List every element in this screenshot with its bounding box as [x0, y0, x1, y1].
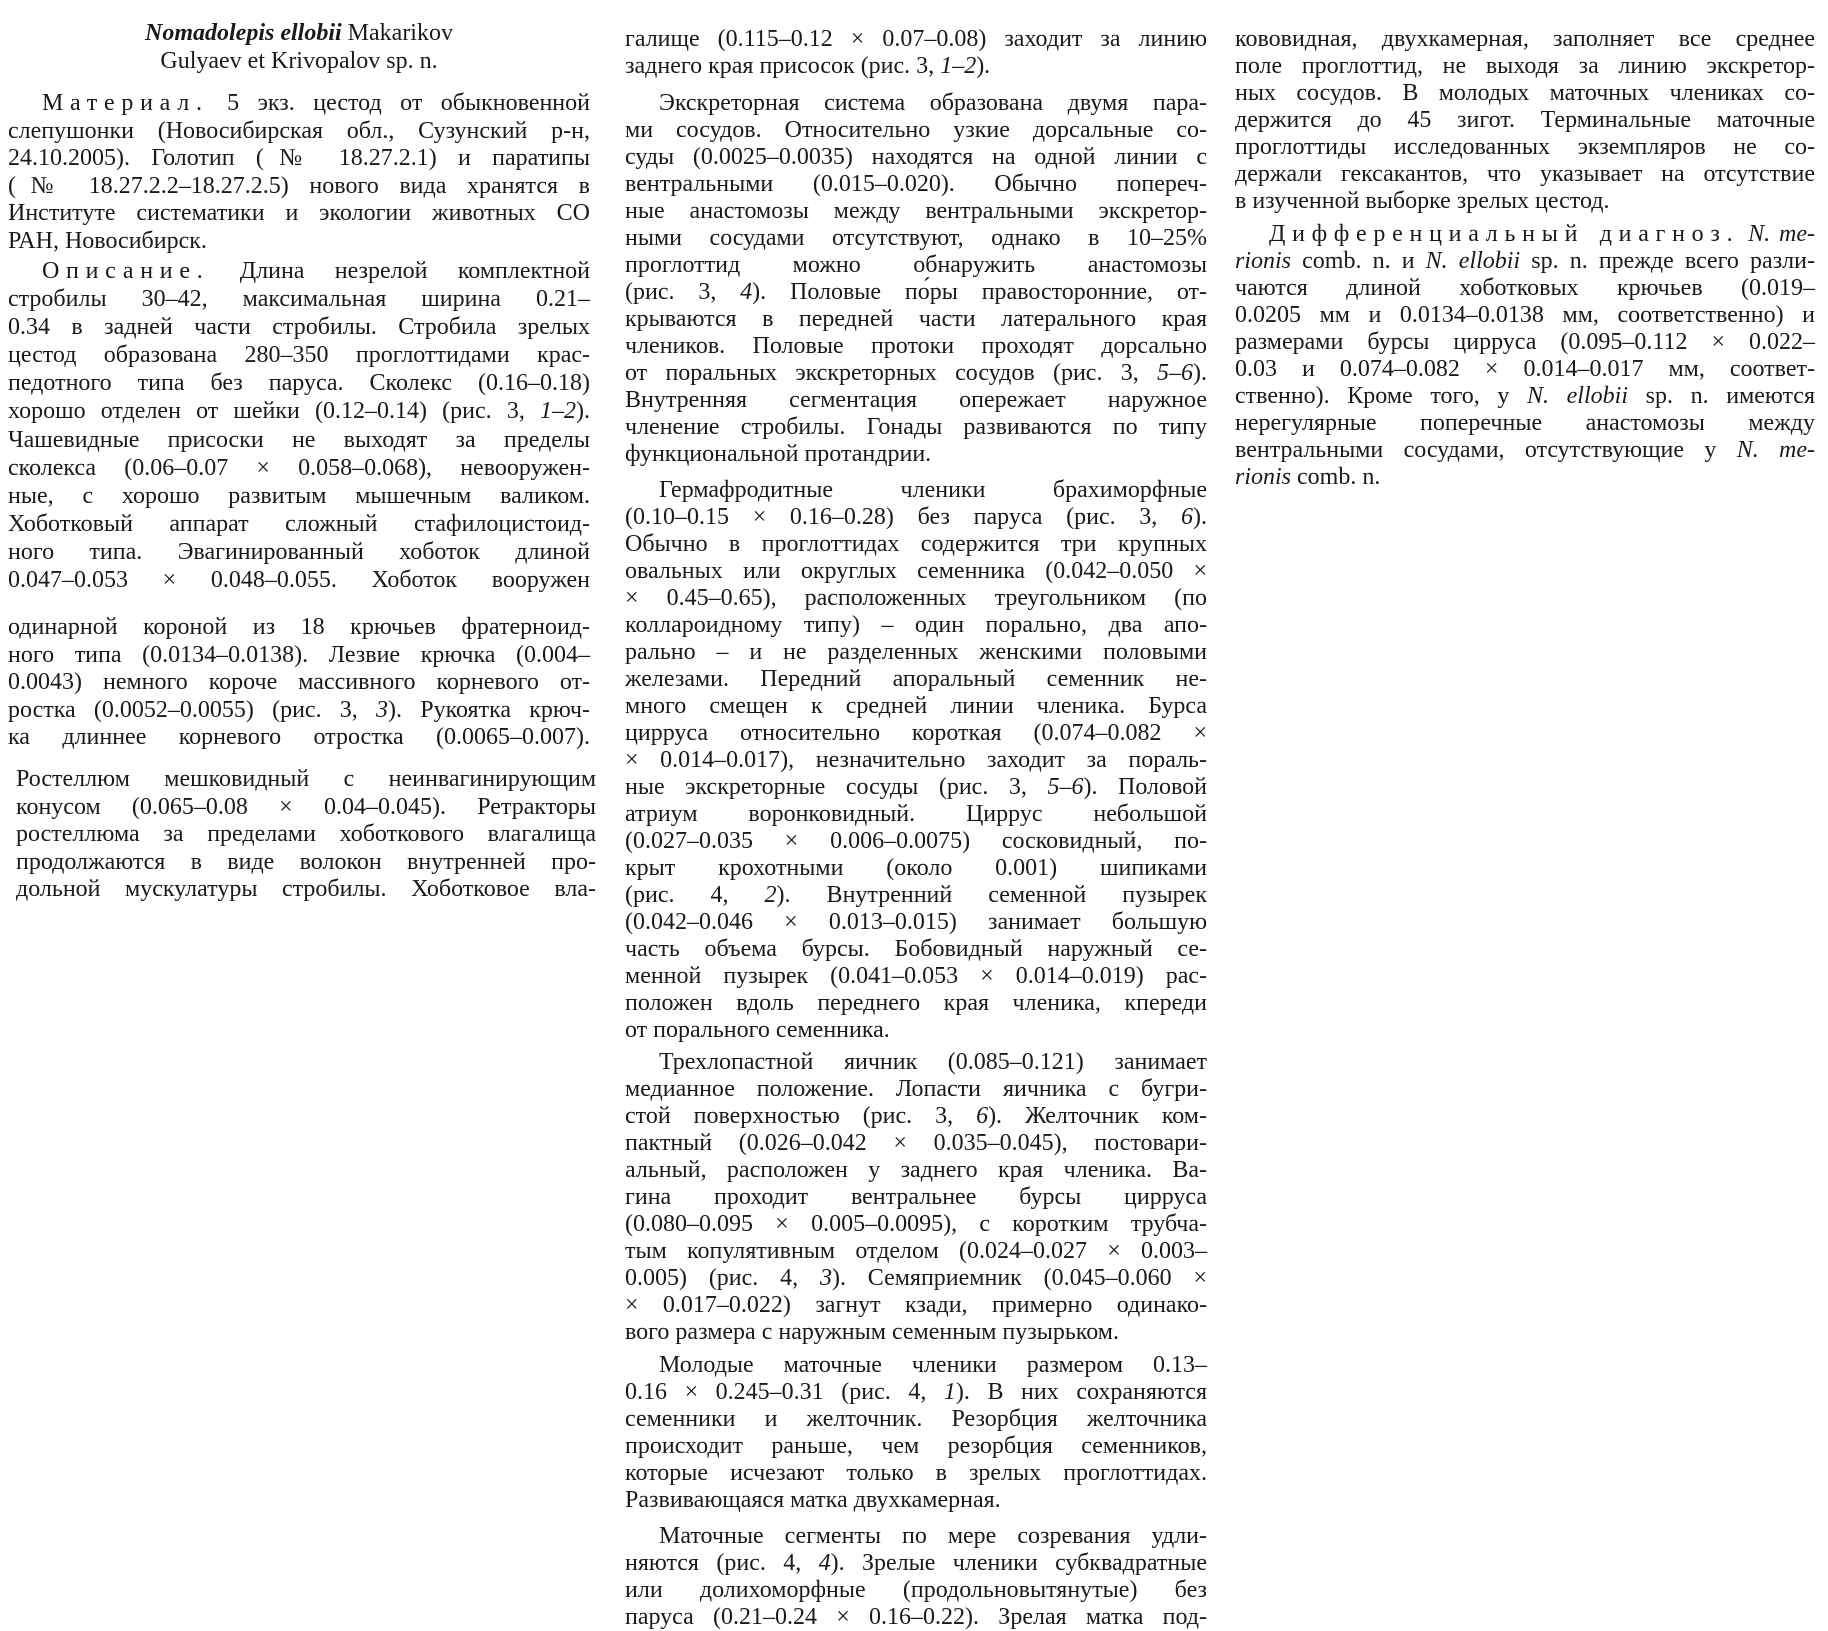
text-line: Маточные сегменты по мере созревания удли-: [659, 1523, 1207, 1549]
text-line: держится до 45 зигот. Терминальные маточные: [1235, 107, 1815, 133]
text-line: [625, 504, 1207, 531]
text-segment: ). Желточник ком-: [988, 1103, 1207, 1129]
text-line: нерегулярные поперечные анастомозы между: [1235, 410, 1815, 436]
text-line: членение стробилы. Гонады развиваются по типу: [625, 414, 1207, 440]
paragraph-material: [8, 90, 590, 255]
text-line: [1235, 221, 1815, 248]
text-line: крываются в передней части латерального края: [625, 306, 1207, 332]
text-line: или долихоморфные (продольновытянутые) без: [625, 1577, 1207, 1603]
text-line: [625, 1379, 1207, 1406]
text-line: [625, 1265, 1207, 1292]
italic-text: 3: [376, 696, 389, 723]
text-segment: заднего края присосок (рис. 3,: [625, 53, 941, 79]
text-line: [8, 397, 590, 425]
italic-text: 1: [943, 1379, 956, 1405]
text-line: Внутренняя сегментация опережает наружное: [625, 387, 1207, 413]
text-line: одинарной короной из 18 крючьев фратерноид-: [8, 614, 590, 640]
text-segment: [1739, 221, 1748, 247]
text-line: железами. Передний апоральный семенник не-: [625, 666, 1207, 692]
text-segment: ).: [1193, 360, 1207, 386]
text-line: 0.03 и 0.074–0.082 × 0.014–0.017 мм, соответ-: [1235, 356, 1815, 382]
text-line: 0.047–0.053 × 0.048–0.055. Хоботок вооружен: [8, 567, 590, 594]
text-line: Чашевидные присоски не выходят за пределы: [8, 426, 590, 453]
text-line: ные анастомозы между вентральными экскретор-: [625, 198, 1207, 224]
italic-text: Nomadolepis ellobii: [145, 20, 342, 46]
text-line: [625, 1550, 1207, 1577]
text-line: (0.080–0.095 × 0.005–0.0095), с коротким трубча-: [625, 1211, 1207, 1237]
text-line: Развивающаяся матка двухкамерная.: [625, 1487, 1001, 1513]
text-line: овальных или округлых семенника (0.042–0.050 ×: [625, 558, 1207, 584]
text-line: × 0.017–0.022) загнут кзади, примерно одинако-: [625, 1292, 1207, 1318]
text-line: Gulyaev et Krivopalov sp. n.: [160, 48, 438, 74]
text-line: ные, с хорошо развитым мышечным валиком.: [8, 482, 590, 509]
spaced-heading-text: Описание.: [42, 258, 210, 284]
text-segment: comb. n. и: [1291, 248, 1426, 274]
text-line: ка длиннее корневого отростка (0.0065–0.007).: [8, 724, 590, 750]
text-line: [625, 279, 1207, 306]
text-segment: вентральными сосудами, отсутствующие у: [1235, 437, 1737, 463]
text-line: стробилы 30–42, максимальная ширина 0.21–: [8, 286, 590, 313]
text-line: дольной мускулатуры стробилы. Хоботковое вла-: [16, 876, 596, 902]
text-line: × 0.014–0.017), незначительно заходит за пораль-: [625, 747, 1207, 773]
text-line: цестод образована 280–350 проглоттидами крас-: [8, 342, 590, 369]
text-line: кововидная, двухкамерная, заполняет все среднее: [1235, 26, 1815, 52]
text-segment: ственно). Кроме того, у: [1235, 383, 1528, 409]
text-line: (0.027–0.035 × 0.006–0.0075) сосковидный, по-: [625, 828, 1207, 854]
text-line: [1235, 437, 1815, 464]
text-segment: 0.005) (рис. 4,: [625, 1265, 820, 1291]
text-line: функциональной протандрии.: [625, 441, 932, 467]
text-segment: (0.10–0.15 × 0.16–0.28) без паруса (рис. 3,: [625, 504, 1181, 530]
text-line: Хоботковый аппарат сложный стафилоцистоид-: [8, 510, 590, 537]
text-line: × 0.45–0.65), расположенных треугольником (по: [625, 585, 1207, 611]
text-line: в изученной выборке зрелых цестод.: [1235, 188, 1610, 214]
text-segment: хорошо отделен от шейки (0.12–0.14) (рис. 3,: [8, 398, 540, 425]
text-segment: ). Семяприемник (0.045–0.060 ×: [831, 1265, 1207, 1291]
text-segment: 5 экз. цестод от обыкновенной: [208, 90, 590, 116]
text-line: менной пузырек (0.041–0.053 × 0.014–0.019) рас-: [625, 963, 1207, 989]
text-line: [8, 90, 590, 118]
text-segment: ).: [1193, 504, 1207, 530]
text-segment: ). Внутренний семенной пузырек: [776, 882, 1207, 908]
text-line: вентральными (0.015–0.020). Обычно попереч-: [625, 171, 1207, 197]
text-line: [625, 53, 1207, 80]
text-segment: (рис. 4,: [625, 882, 765, 908]
text-line: крыт крохотными (около 0.001) шипиками: [625, 855, 1207, 881]
text-line: [1235, 248, 1815, 275]
paragraph-vagina-continued: [625, 26, 1207, 80]
italic-text: 4: [740, 279, 753, 305]
text-segment: ). В них сохраняются: [955, 1379, 1207, 1405]
text-segment: ).: [576, 398, 590, 425]
text-segment: ). Рукоятка крюч-: [388, 696, 590, 723]
text-line: размерами бурсы цирруса (0.095–0.112 × 0.022–: [1235, 329, 1815, 355]
text-line: медианное положение. Лопасти яичника с бугри-: [625, 1076, 1207, 1102]
text-line: [8, 697, 590, 725]
text-line: много смещен к средней линии членика. Бурса: [625, 693, 1207, 719]
text-line: [625, 1103, 1207, 1130]
text-line: гина проходит вентральнее бурсы цирруса: [625, 1184, 1207, 1210]
text-line: 0.0043) немного короче массивного корневого от-: [8, 669, 590, 695]
text-line: члеников. Половые протоки проходят дорсально: [625, 333, 1207, 359]
paragraph-uterus-continued: [1235, 26, 1815, 215]
text-segment: ).: [976, 53, 991, 79]
paragraph-young-gravid: [625, 1352, 1207, 1514]
text-line: [625, 360, 1207, 387]
text-line: Институте систематики и экологии животных СО: [8, 200, 590, 226]
text-line: Гермафродитные членики брахиморфные: [659, 477, 1207, 503]
text-segment: ). Половые по́ры правосторонние, от-: [752, 279, 1207, 305]
text-line: Трехлопастной яичник (0.085–0.121) занимает: [659, 1049, 1207, 1075]
text-line: Ростеллюм мешковидный с неинвагинирующим: [16, 766, 596, 792]
italic-text: rionis: [1235, 464, 1292, 490]
text-segment: няются (рис. 4,: [625, 1550, 819, 1576]
text-line: держали гексакантов, что указывает на отсутствие: [1235, 161, 1815, 187]
text-line: Молодые маточные членики размером 0.13–: [659, 1352, 1207, 1378]
text-line: ми сосудов. Относительно узкие дорсальные со-: [625, 117, 1207, 143]
text-line: ного типа (0.0134–0.0138). Лезвие крючка (0.004–: [8, 641, 590, 668]
paragraph-ovary: [625, 1049, 1207, 1346]
text-line: [8, 257, 590, 285]
text-line: ными сосудами отсутствуют, однако в 10–25%: [625, 225, 1207, 251]
text-line: ного типа. Эвагинированный хоботок длиной: [8, 538, 590, 565]
italic-text: 6: [1181, 504, 1193, 530]
text-line: конусом (0.065–0.08 × 0.04–0.045). Ретракторы: [16, 793, 596, 820]
text-segment: sp. n. имеются: [1627, 383, 1815, 409]
text-line: суды (0.0025–0.0035) находятся на одной линии с: [625, 144, 1207, 170]
text-segment: sp. n. прежде всего разли-: [1520, 248, 1815, 274]
text-line: проглоттид можно обнаружить анастомозы: [625, 252, 1207, 278]
text-line: происходит раньше, чем резорбция семенников,: [625, 1433, 1207, 1459]
text-line: [1235, 383, 1815, 410]
text-line: ных сосудов. В молодых маточных члениках со-: [1235, 80, 1815, 106]
text-segment: стой поверхностью (рис. 3,: [625, 1103, 977, 1129]
text-line: семенники и желточник. Резорбция желточника: [625, 1406, 1207, 1432]
text-line: пактный (0.026–0.042 × 0.035–0.045), постовари-: [625, 1130, 1207, 1156]
text-line: Обычно в проглоттидах содержится три крупных: [625, 531, 1207, 557]
paragraph-excretory: [625, 90, 1207, 468]
text-line: рально – и не разделенных женскими половыми: [625, 639, 1207, 665]
text-segment: Makarikov: [341, 20, 453, 46]
text-line: слепушонки (Новосибирская обл., Сузунский р-н,: [8, 117, 590, 144]
text-line: ростеллюма за пределами хоботкового влагалища: [16, 821, 596, 847]
italic-text: N. me-: [1736, 437, 1815, 463]
text-segment: ). Половой: [1083, 774, 1208, 800]
text-line: атриум воронковидный. Циррус небольшой: [625, 801, 1207, 827]
text-line: 24.10.2005). Голотип (№ 18.27.2.1) и паратипы: [8, 145, 590, 171]
paragraph-gravid-segments: [625, 1523, 1207, 1631]
text-line: коллароидному типу) – один порально, два апо-: [625, 612, 1207, 638]
italic-text: 6: [976, 1103, 989, 1129]
text-line: альный, расположен у заднего края членика. Ва-: [625, 1157, 1207, 1183]
text-line: паруса (0.21–0.24 × 0.16–0.22). Зрелая матка под-: [625, 1604, 1207, 1630]
italic-text: 1–2: [940, 53, 977, 79]
text-line: галище (0.115–0.12 × 0.07–0.08) заходит за линию: [625, 26, 1207, 52]
text-line: 0.34 в задней части стробилы. Стробила зрелых: [8, 314, 590, 341]
text-line: цирруса относительно короткая (0.074–0.082 ×: [625, 720, 1207, 746]
text-segment: ). Зрелые членики субквадратные: [830, 1550, 1207, 1576]
spaced-heading-text: Материал.: [42, 90, 209, 116]
text-line: от порального семенника.: [625, 1017, 890, 1043]
text-line: чаются длиной хоботковых крючьев (0.019–: [1235, 275, 1815, 301]
text-segment: ростка (0.0052–0.0055) (рис. 3,: [8, 696, 377, 723]
italic-text: 5–6: [1157, 360, 1193, 386]
paragraph-rostellum: [16, 766, 596, 904]
text-segment: Длина незрелой комплектной: [209, 258, 590, 284]
text-line: проглоттиды исследованных экземпляров не со-: [1235, 134, 1815, 160]
text-line: вого размера с наружным семенным пузырьком.: [625, 1319, 1119, 1345]
italic-text: 2: [764, 882, 777, 908]
text-segment: (рис. 3,: [625, 279, 741, 305]
italic-text: 4: [818, 1550, 831, 1576]
italic-text: N. ellobii: [1527, 383, 1628, 409]
text-segment: ные экскреторные сосуды (рис. 3,: [625, 774, 1048, 800]
species-heading: [8, 19, 590, 75]
italic-text: 3: [819, 1265, 832, 1291]
text-line: которые исчезают только в зрелых проглоттидах.: [625, 1460, 1207, 1486]
paragraph-differential-diagnosis: [1235, 221, 1815, 491]
text-segment: comb. n.: [1291, 464, 1381, 490]
text-segment: 0.16 × 0.245–0.31 (рис. 4,: [625, 1379, 944, 1405]
italic-text: 5–6: [1047, 774, 1084, 800]
text-segment: от поральных экскреторных сосудов (рис. 3,: [625, 360, 1157, 386]
text-line: поле проглоттид, не выходя за линию экскретор-: [1235, 53, 1815, 79]
text-line: сколекса (0.06–0.07 × 0.058–0.068), невооружен-: [8, 454, 590, 481]
italic-text: 1–2: [540, 398, 576, 425]
paragraph-description: [8, 257, 590, 594]
text-line: 0.0205 мм и 0.0134–0.0138 мм, соответственно) и: [1235, 302, 1815, 328]
spaced-heading-text: Дифференциальный диагноз.: [1269, 221, 1740, 247]
italic-text: rionis: [1235, 248, 1292, 274]
text-line: (0.042–0.046 × 0.013–0.015) занимает большую: [625, 909, 1207, 935]
text-line: педотного типа без паруса. Сколекс (0.16–0.18): [8, 370, 590, 397]
text-line: [8, 19, 590, 47]
text-line: положен вдоль переднего края членика, кпереди: [625, 990, 1207, 1016]
text-line: Экскреторная система образована двумя пара-: [659, 90, 1207, 116]
text-line: часть объема бурсы. Бобовидный наружный се-: [625, 936, 1207, 962]
italic-text: N. me-: [1748, 221, 1815, 247]
paragraph-hermaphroditic: [625, 477, 1207, 1044]
italic-text: N. ellobii: [1425, 248, 1521, 274]
text-line: (№ 18.27.2.2–18.27.2.5) нового вида хранятся в: [8, 172, 590, 199]
text-line: [625, 882, 1207, 909]
text-line: продолжаются в виде волокон внутренней про-: [16, 848, 596, 875]
paragraph-hooks: [8, 614, 590, 752]
text-line: тым копулятивным отделом (0.024–0.027 × 0.003–: [625, 1238, 1207, 1264]
text-line: [625, 774, 1207, 801]
text-line: РАН, Новосибирск.: [8, 227, 207, 254]
text-line: [1235, 464, 1815, 491]
